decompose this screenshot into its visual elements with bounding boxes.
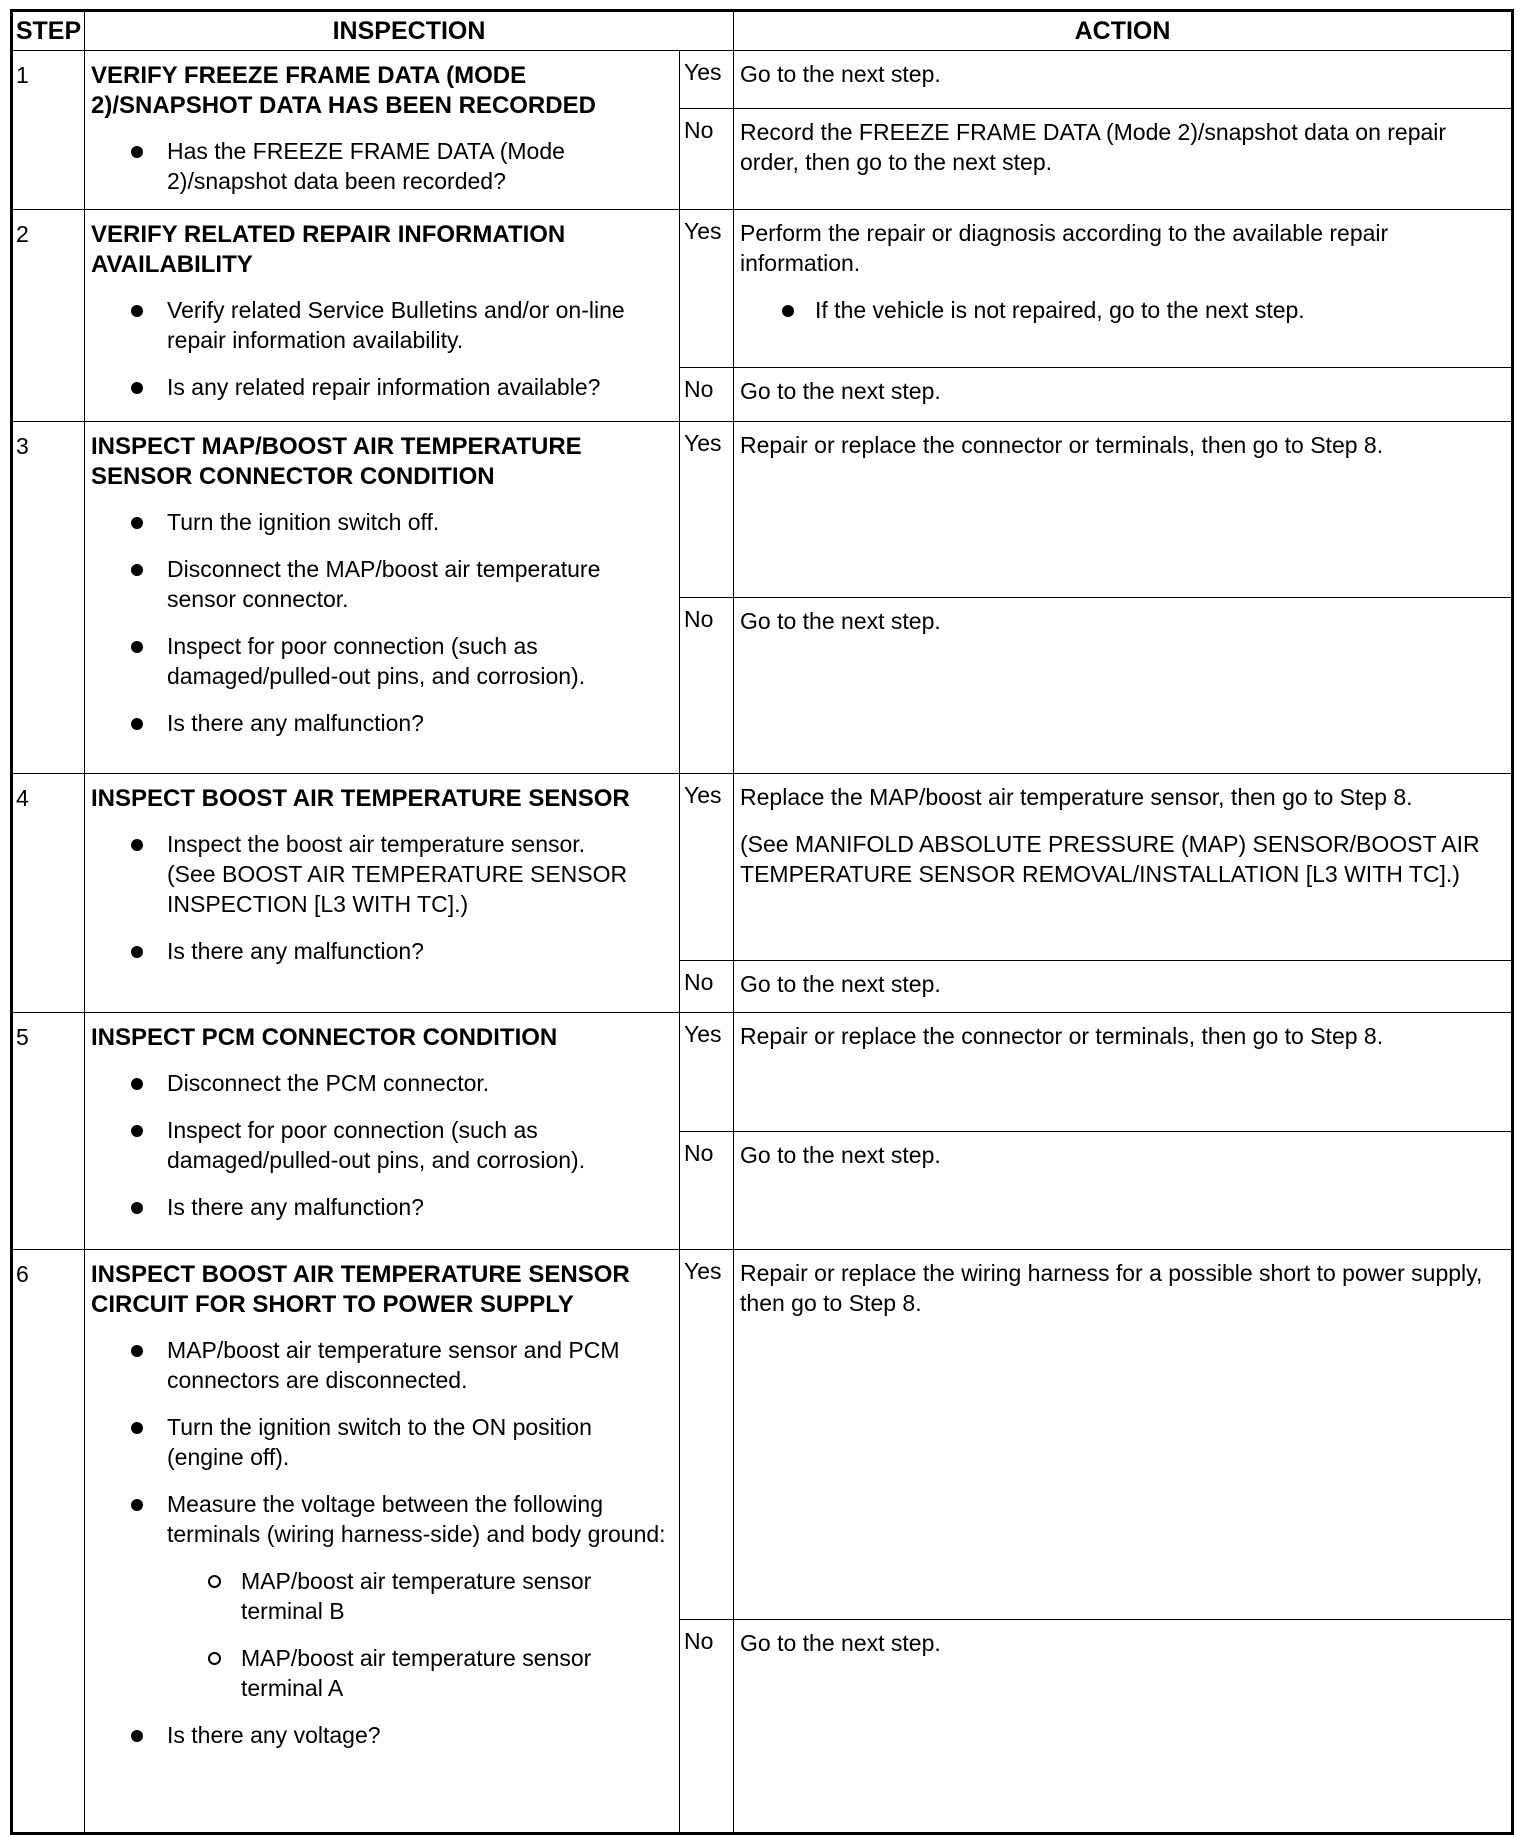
- yes-label: Yes: [680, 422, 734, 598]
- step-title: INSPECT MAP/BOOST AIR TEMPERATURE SENSOR CONNECTOR CONDITION: [91, 433, 582, 490]
- inspection-cell: [85, 774, 680, 1013]
- inspection-cell: [85, 422, 680, 774]
- step-title: VERIFY FREEZE FRAME DATA (MODE 2)/SNAPSHOT DATA HAS BEEN RECORDED: [91, 62, 596, 119]
- header-action: ACTION: [734, 11, 1513, 51]
- table-row: [12, 774, 1513, 961]
- inspection-bullet: Measure the voltage between the following terminals (wiring harness-side) and body ground:: [91, 1489, 669, 1549]
- yes-action: [734, 1250, 1513, 1620]
- table-row: [12, 210, 1513, 368]
- table-row: [12, 422, 1513, 598]
- header-step: STEP: [12, 11, 85, 51]
- yes-label: Yes: [680, 210, 734, 368]
- yes-action: [734, 210, 1513, 368]
- yes-action: [734, 51, 1513, 109]
- inspection-cell: [85, 210, 680, 422]
- inspection-bullet: Is there any malfunction?: [91, 936, 669, 966]
- step-number: 5: [12, 1013, 85, 1250]
- yes-action: [734, 1013, 1513, 1132]
- inspection-bullet: Is there any malfunction?: [91, 708, 669, 738]
- table-row: [12, 51, 1513, 109]
- action-text: Go to the next step.: [740, 608, 941, 634]
- no-label: No: [680, 1132, 734, 1250]
- action-text: Go to the next step.: [740, 378, 941, 404]
- action-text: Perform the repair or diagnosis according to the available repair information.: [740, 220, 1389, 276]
- no-label: No: [680, 1620, 734, 1834]
- table-row: [12, 1250, 1513, 1620]
- no-action: [734, 1620, 1513, 1834]
- inspection-bullet: Is there any malfunction?: [91, 1192, 669, 1222]
- step-title: VERIFY RELATED REPAIR INFORMATION AVAILABILITY: [91, 221, 566, 278]
- reference-note: (See MANIFOLD ABSOLUTE PRESSURE (MAP) SENSOR/BOOST AIR TEMPERATURE SENSOR REMOVAL/INSTALLATION [L3 WITH TC].): [740, 831, 1480, 887]
- inspection-bullet: Disconnect the PCM connector.: [91, 1068, 669, 1098]
- yes-label: Yes: [680, 1250, 734, 1620]
- inspection-bullet: MAP/boost air temperature sensor and PCM connectors are disconnected.: [91, 1335, 669, 1395]
- diagnostic-procedure-table: [10, 9, 1514, 1835]
- action-text: Repair or replace the connector or terminals, then go to Step 8.: [740, 1023, 1384, 1049]
- inspection-bullet: Has the FREEZE FRAME DATA (Mode 2)/snapshot data been recorded?: [91, 136, 669, 196]
- yes-label: Yes: [680, 51, 734, 109]
- inspection-sub-bullet: MAP/boost air temperature sensor terminal B: [91, 1566, 669, 1626]
- reference-note: (See BOOST AIR TEMPERATURE SENSOR INSPECTION [L3 WITH TC].): [167, 861, 628, 917]
- yes-label: Yes: [680, 1013, 734, 1132]
- table-header-row: [12, 11, 1513, 51]
- step-number: 4: [12, 774, 85, 1013]
- inspection-bullet: Turn the ignition switch to the ON position (engine off).: [91, 1412, 669, 1472]
- action-text: Go to the next step.: [740, 1142, 941, 1168]
- step-number: 6: [12, 1250, 85, 1834]
- yes-label: Yes: [680, 774, 734, 961]
- inspection-bullet: Disconnect the MAP/boost air temperature sensor connector.: [91, 554, 669, 614]
- no-label: No: [680, 961, 734, 1013]
- yes-action: [734, 422, 1513, 598]
- header-inspection: INSPECTION: [85, 11, 734, 51]
- inspection-bullet: Inspect for poor connection (such as damaged/pulled-out pins, and corrosion).: [91, 631, 669, 691]
- action-text: Record the FREEZE FRAME DATA (Mode 2)/snapshot data on repair order, then go to the next step.: [740, 119, 1447, 175]
- step-title: INSPECT BOOST AIR TEMPERATURE SENSOR CIRCUIT FOR SHORT TO POWER SUPPLY: [91, 1261, 630, 1318]
- inspection-bullet: Is any related repair information available?: [91, 372, 669, 402]
- action-text: Repair or replace the connector or terminals, then go to Step 8.: [740, 432, 1384, 458]
- no-label: No: [680, 598, 734, 774]
- inspection-cell: [85, 51, 680, 210]
- no-action: [734, 368, 1513, 422]
- step-title: INSPECT BOOST AIR TEMPERATURE SENSOR: [91, 785, 630, 812]
- step-number: 3: [12, 422, 85, 774]
- no-label: No: [680, 109, 734, 210]
- inspection-sub-bullet: MAP/boost air temperature sensor terminal A: [91, 1643, 669, 1703]
- yes-action: [734, 774, 1513, 961]
- action-text: Go to the next step.: [740, 971, 941, 997]
- inspection-bullet: Verify related Service Bulletins and/or on-line repair information availability.: [91, 295, 669, 355]
- no-action: [734, 109, 1513, 210]
- inspection-cell: [85, 1250, 680, 1834]
- no-label: No: [680, 368, 734, 422]
- inspection-bullet: Turn the ignition switch off.: [91, 507, 669, 537]
- no-action: [734, 1132, 1513, 1250]
- step-number: 1: [12, 51, 85, 210]
- inspection-bullet: Inspect for poor connection (such as damaged/pulled-out pins, and corrosion).: [91, 1115, 669, 1175]
- step-number: 2: [12, 210, 85, 422]
- action-text: Repair or replace the wiring harness for a possible short to power supply, then go to Step 8.: [740, 1260, 1483, 1316]
- action-text: Go to the next step.: [740, 1630, 941, 1656]
- action-text: Go to the next step.: [740, 61, 941, 87]
- inspection-bullet: Is there any voltage?: [91, 1720, 669, 1750]
- no-action: [734, 598, 1513, 774]
- step-title: INSPECT PCM CONNECTOR CONDITION: [91, 1024, 558, 1051]
- inspection-bullet: Inspect the boost air temperature sensor.: [91, 829, 669, 859]
- action-bullet: If the vehicle is not repaired, go to the next step.: [740, 295, 1503, 325]
- action-text: Replace the MAP/boost air temperature sensor, then go to Step 8.: [740, 784, 1413, 810]
- table-row: [12, 1013, 1513, 1132]
- no-action: [734, 961, 1513, 1013]
- inspection-cell: [85, 1013, 680, 1250]
